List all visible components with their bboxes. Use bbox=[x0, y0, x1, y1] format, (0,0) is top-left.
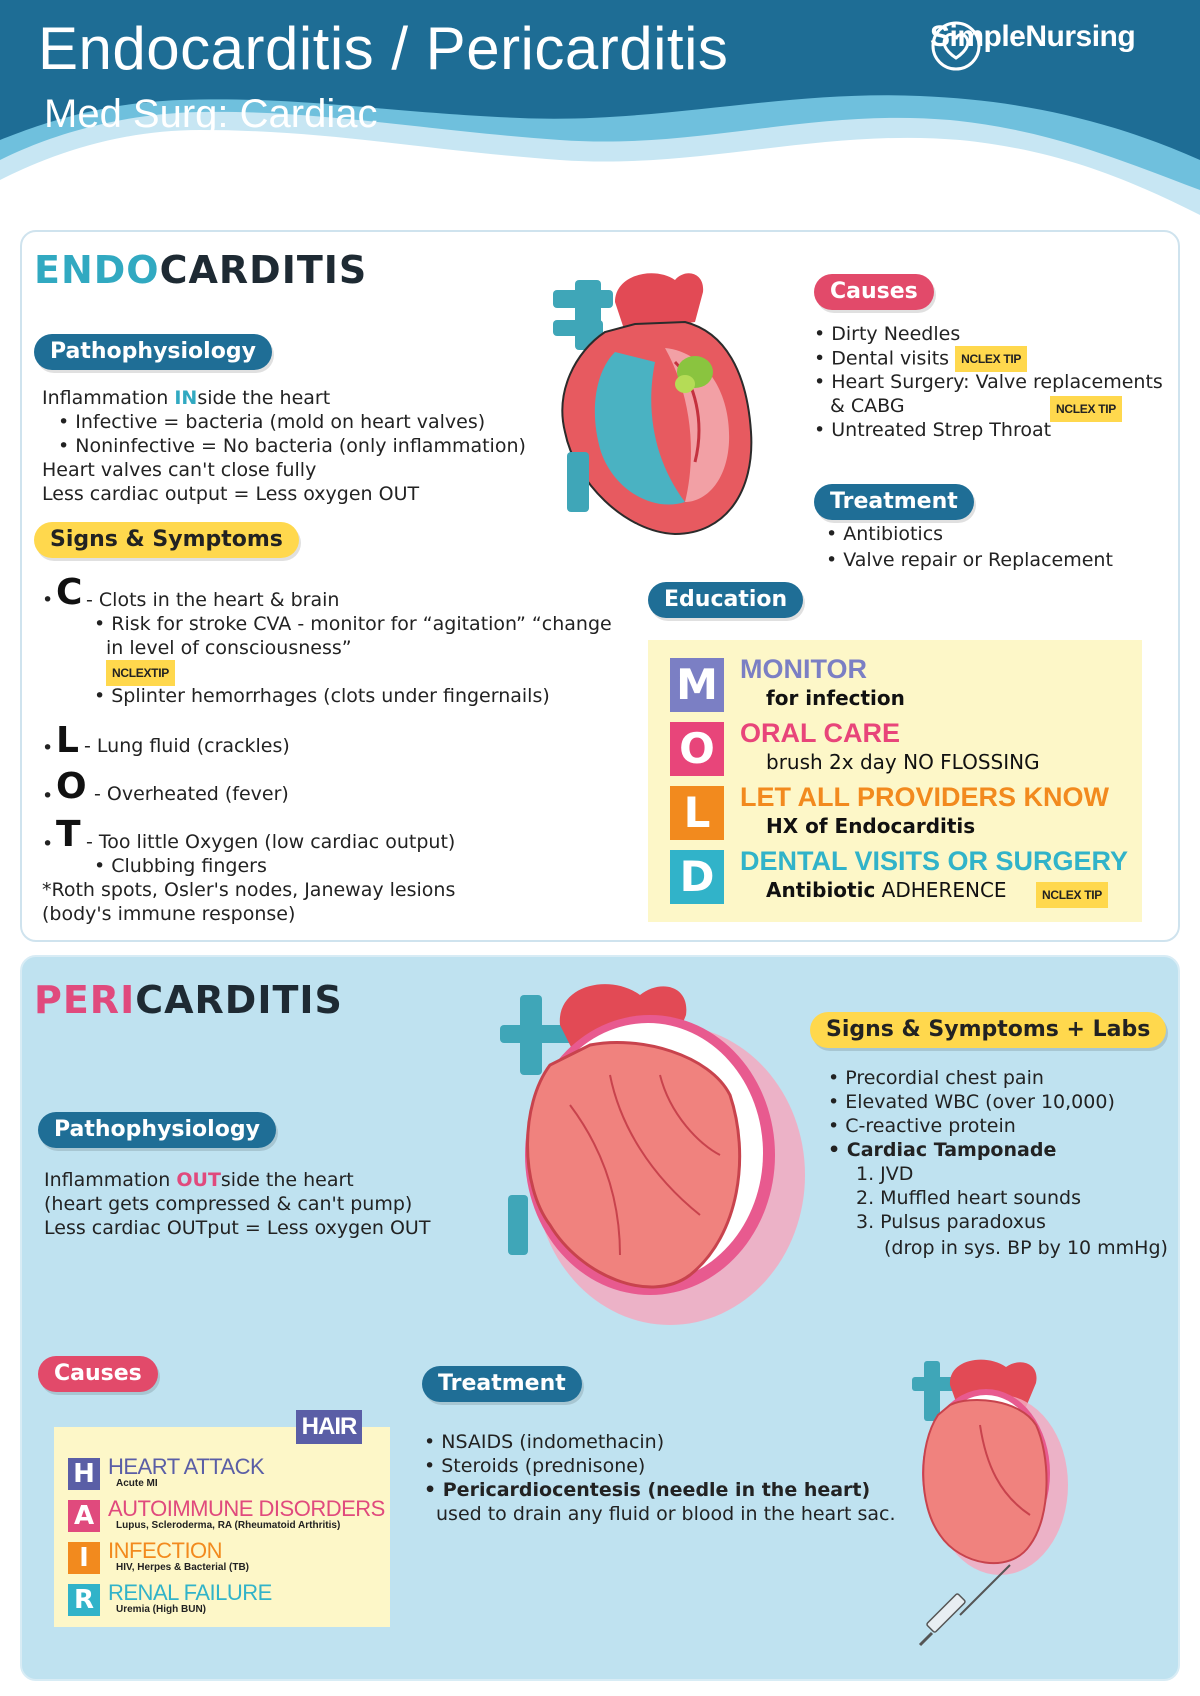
peri-signs-label: Signs & Symptoms + Labs bbox=[810, 1012, 1166, 1048]
endo-cause-3b: & CABG bbox=[830, 395, 905, 417]
peri-tamponade-1: 1. JVD bbox=[856, 1163, 914, 1185]
peri-patho-line1-post: side the heart bbox=[220, 1169, 354, 1191]
endo-patho-line5: Less cardiac output = Less oxygen OUT bbox=[42, 483, 420, 505]
nclex-tip-badge: NCLEX TIP bbox=[955, 346, 1027, 372]
hair-badge: HAIR bbox=[296, 1410, 362, 1444]
pericarditis-title-rest: CARDITIS bbox=[135, 978, 343, 1022]
peri-treatment-label: Treatment bbox=[422, 1366, 582, 1402]
hair-sub-h: Acute MI bbox=[116, 1478, 158, 1489]
endo-patho-line1-pre: Inflammation bbox=[42, 387, 175, 409]
mold-head-d: DENTAL VISITS OR SURGERY bbox=[740, 846, 1129, 876]
hair-letter-h: H bbox=[68, 1458, 100, 1490]
endo-patho-line1-post: side the heart bbox=[197, 387, 331, 409]
clot-o-text: - Overheated (fever) bbox=[94, 783, 289, 805]
mold-head-o: ORAL CARE bbox=[740, 718, 901, 748]
hair-sub-a: Lupus, Scleroderma, RA (Rheumatoid Arthritis) bbox=[116, 1520, 341, 1531]
hair-head-a: AUTOIMMUNE DISORDERS bbox=[108, 1496, 385, 1521]
endo-patho-line4: Heart valves can't close fully bbox=[42, 459, 317, 481]
endo-cause-1: • Dirty Needles bbox=[814, 323, 961, 345]
peri-sign-2: • Elevated WBC (over 10,000) bbox=[828, 1091, 1115, 1113]
peri-tamponade-2: 2. Muffled heart sounds bbox=[856, 1187, 1082, 1209]
endo-cause-3: • Heart Surgery: Valve replacements bbox=[814, 371, 1163, 393]
clot-nclex-tip bbox=[106, 660, 175, 686]
hair-letter-i: I bbox=[68, 1542, 100, 1574]
mold-head-l: LET ALL PROVIDERS KNOW bbox=[740, 782, 1110, 812]
pericardiocentesis-illustration bbox=[900, 1355, 1070, 1655]
clot-letter-l: L bbox=[56, 720, 79, 761]
peri-tamponade-4: (drop in sys. BP by 10 mmHg) bbox=[884, 1237, 1168, 1259]
clot-bullet-o: • bbox=[42, 785, 54, 807]
endo-patho-line2: • Infective = bacteria (mold on heart valves) bbox=[58, 411, 486, 433]
mold-nclex-tip bbox=[1036, 882, 1108, 908]
mold-letter-m: M bbox=[670, 658, 724, 712]
hair-head-r: RENAL FAILURE bbox=[108, 1580, 272, 1605]
endo-patho-line1 bbox=[42, 386, 330, 410]
page-header bbox=[0, 0, 1200, 220]
clot-bullet-c: • bbox=[42, 589, 54, 611]
endo-patho-line3: • Noninfective = No bacteria (only inflammation) bbox=[58, 435, 526, 457]
hair-letter-a: A bbox=[68, 1500, 100, 1532]
clot-c-text: - Clots in the heart & brain bbox=[86, 589, 340, 611]
peri-treatment-4: used to drain any fluid or blood in the heart sac. bbox=[436, 1503, 896, 1525]
peri-sign-1: • Precordial chest pain bbox=[828, 1067, 1044, 1089]
clot-c-sub3: • Splinter hemorrhages (clots under fingernails) bbox=[94, 685, 550, 707]
peri-patho-line3: Less cardiac OUTput = Less oxygen OUT bbox=[44, 1217, 431, 1239]
hair-sub-r: Uremia (High BUN) bbox=[116, 1604, 207, 1615]
endo-patho-line1-accent: IN bbox=[174, 387, 198, 409]
pericarditis-title bbox=[34, 978, 343, 1022]
stethoscope-heart-icon bbox=[930, 20, 982, 72]
peri-patho-line1 bbox=[44, 1168, 354, 1192]
clot-letter-c: C bbox=[56, 572, 83, 613]
mold-sub-d-bold: Antibiotic bbox=[766, 878, 876, 902]
clot-note2: (body's immune response) bbox=[42, 903, 296, 925]
mold-sub-m: for infection bbox=[766, 686, 905, 710]
clot-bullet-t: • bbox=[42, 833, 54, 855]
clot-l-text: - Lung fluid (crackles) bbox=[84, 735, 290, 757]
clot-letter-o: O bbox=[56, 766, 87, 807]
pericarditis-title-accent: PERI bbox=[34, 978, 136, 1022]
peri-treatment-1: • NSAIDS (indomethacin) bbox=[424, 1431, 665, 1453]
clot-note1: *Roth spots, Osler's nodes, Janeway lesions bbox=[42, 879, 456, 901]
mold-head-m: MONITOR bbox=[740, 654, 867, 684]
clot-letter-t: T bbox=[56, 814, 81, 855]
endo-education-label: Education bbox=[648, 582, 803, 618]
endo-cause-4: • Untreated Strep Throat bbox=[814, 419, 1052, 441]
endo-treatment-2: • Valve repair or Replacement bbox=[826, 549, 1113, 571]
mold-sub-o: brush 2x day NO FLOSSING bbox=[766, 750, 1040, 774]
pericarditis-heart-illustration bbox=[490, 975, 810, 1335]
peri-tamponade: • Cardiac Tamponade bbox=[828, 1139, 1057, 1161]
peri-patho-line1-accent: OUT bbox=[176, 1169, 221, 1191]
nclex-tip-badge: NCLEXTIP bbox=[106, 660, 175, 686]
clot-c-sub1: • Risk for stroke CVA - monitor for “agitation” “change bbox=[94, 613, 612, 635]
clot-t-sub1: • Clubbing fingers bbox=[94, 855, 267, 877]
peri-tamponade-3: 3. Pulsus paradoxus bbox=[856, 1211, 1046, 1233]
mold-letter-d: D bbox=[670, 850, 724, 904]
brand-logo bbox=[930, 20, 1135, 54]
peri-treatment-2: • Steroids (prednisone) bbox=[424, 1455, 646, 1477]
endo-treatment-label: Treatment bbox=[814, 484, 974, 520]
hair-sub-i: HIV, Herpes & Bacterial (TB) bbox=[116, 1562, 250, 1573]
endo-treatment-1: • Antibiotics bbox=[826, 523, 944, 545]
nclex-tip-badge: NCLEX TIP bbox=[1050, 396, 1122, 422]
peri-sign-3: • C-reactive protein bbox=[828, 1115, 1016, 1137]
mold-sub-d bbox=[766, 878, 1007, 902]
endo-causes-label: Causes bbox=[814, 274, 934, 310]
endocarditis-title bbox=[34, 248, 367, 292]
page-subtitle: Med Surg: Cardiac bbox=[44, 92, 378, 136]
clot-t-text: - Too little Oxygen (low cardiac output) bbox=[86, 831, 456, 853]
mold-sub-l: HX of Endocarditis bbox=[766, 814, 976, 838]
endo-cause-2: • Dental visits bbox=[814, 347, 950, 370]
peri-patho-line1-pre: Inflammation bbox=[44, 1169, 177, 1191]
peri-patho-line2: (heart gets compressed & can't pump) bbox=[44, 1193, 413, 1215]
endocarditis-title-accent: ENDO bbox=[34, 248, 160, 292]
page-title: Endocarditis / Pericarditis bbox=[38, 15, 729, 82]
mold-sub-d-rest: ADHERENCE bbox=[875, 878, 1007, 902]
endo-signs-label: Signs & Symptoms bbox=[34, 522, 299, 558]
nclex-tip-badge: NCLEX TIP bbox=[1036, 882, 1108, 908]
endo-pathophysiology-label: Pathophysiology bbox=[34, 334, 272, 370]
hair-head-i: INFECTION bbox=[108, 1538, 223, 1563]
endocarditis-heart-illustration bbox=[545, 262, 765, 542]
endo-cause-3-tip bbox=[1050, 396, 1122, 422]
mold-letter-o: O bbox=[670, 722, 724, 776]
hair-letter-r: R bbox=[68, 1584, 100, 1616]
clot-c-sub2: in level of consciousness” bbox=[106, 637, 352, 659]
endo-cause-2-row bbox=[814, 346, 1027, 372]
hair-head-h: HEART ATTACK bbox=[108, 1454, 265, 1479]
peri-pathophysiology-label: Pathophysiology bbox=[38, 1112, 276, 1148]
mold-letter-l: L bbox=[670, 786, 724, 840]
endocarditis-title-rest: CARDITIS bbox=[159, 248, 368, 292]
brand-name: SimpleNursing bbox=[930, 20, 1136, 53]
peri-causes-label: Causes bbox=[38, 1356, 158, 1392]
peri-treatment-3: • Pericardiocentesis (needle in the heart) bbox=[424, 1479, 871, 1501]
clot-bullet-l: • bbox=[42, 737, 54, 759]
